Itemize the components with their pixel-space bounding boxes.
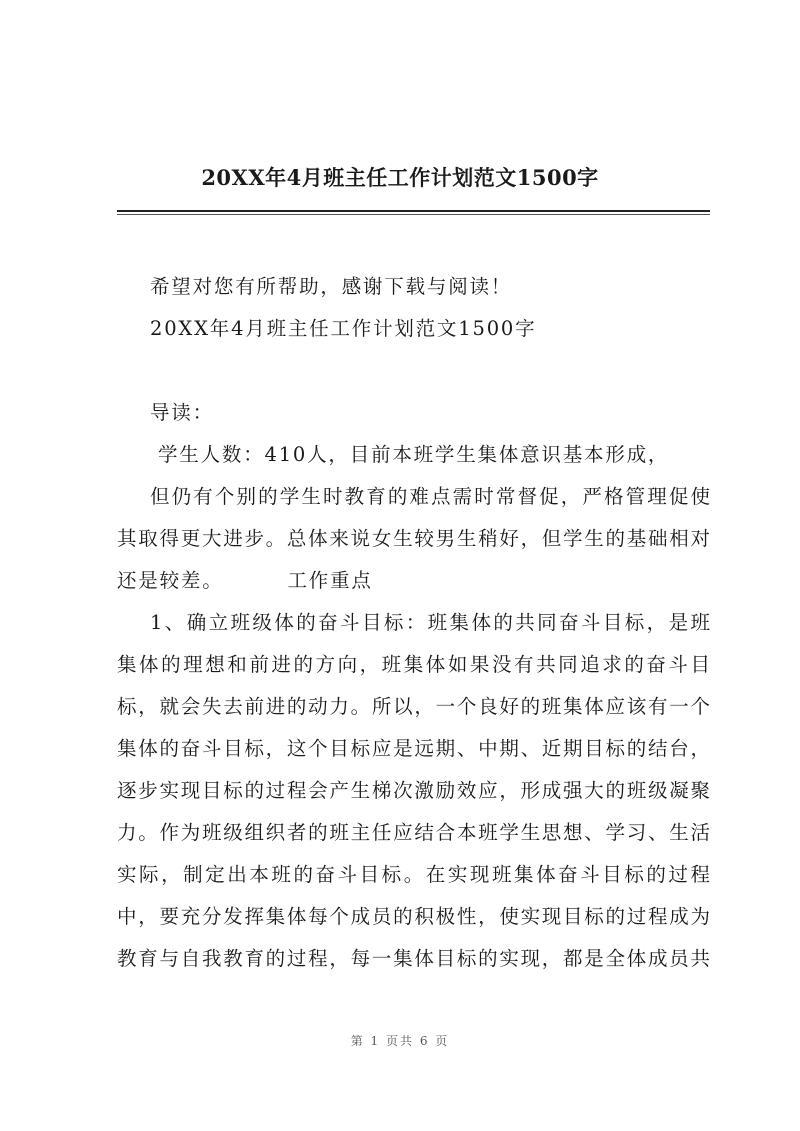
paragraph-line: 力。作为班级组织者的班主任应结合本班学生思想、学习、生活 bbox=[117, 821, 710, 844]
document-title: 20XX年4月班主任工作计划范文1500字 bbox=[201, 165, 599, 190]
paragraph-line: 学生人数：410人，目前本班学生集体意识基本形成， bbox=[150, 443, 670, 466]
title-underline bbox=[117, 210, 710, 212]
paragraph-line: 其取得更大进步。总体来说女生较男生稍好，但学生的基础相对 bbox=[117, 527, 710, 550]
paragraph-line: 1、确立班级体的奋斗目标：班集体的共同奋斗目标，是班 bbox=[150, 611, 710, 634]
paragraph-line: 逐步实现目标的过程会产生梯次激励效应，形成强大的班级凝聚 bbox=[117, 779, 710, 802]
paragraph-line: 中，要充分发挥集体每个成员的积极性，使实现目标的过程成为 bbox=[117, 905, 710, 928]
paragraph-line: 集体的奋斗目标，这个目标应是远期、中期、近期目标的结台， bbox=[117, 737, 710, 760]
paragraph-line: 还是较差。 工作重点 bbox=[117, 569, 373, 592]
page-number-footer: 第 1 页共 6 页 bbox=[350, 1034, 450, 1048]
paragraph-line: 标，就会失去前进的动力。所以，一个良好的班集体应该有一个 bbox=[117, 695, 710, 718]
paragraph-line: 实际，制定出本班的奋斗目标。在实现班集体奋斗目标的过程 bbox=[117, 863, 710, 886]
subtitle-line: 20XX年4月班主任工作计划范文1500字 bbox=[150, 317, 537, 340]
thanks-line: 希望对您有所帮助，感谢下载与阅读！ bbox=[150, 275, 513, 298]
intro-label: 导读： bbox=[150, 401, 214, 424]
title-underline-thin bbox=[117, 214, 710, 215]
paragraph-line: 但仍有个别的学生时教育的难点需时常督促，严格管理促使 bbox=[150, 485, 710, 508]
paragraph-line: 集体的理想和前进的方向，班集体如果没有共同追求的奋斗目 bbox=[117, 653, 710, 676]
paragraph-line: 教育与自我教育的过程，每一集体目标的实现，都是全体成员共 bbox=[117, 947, 710, 970]
